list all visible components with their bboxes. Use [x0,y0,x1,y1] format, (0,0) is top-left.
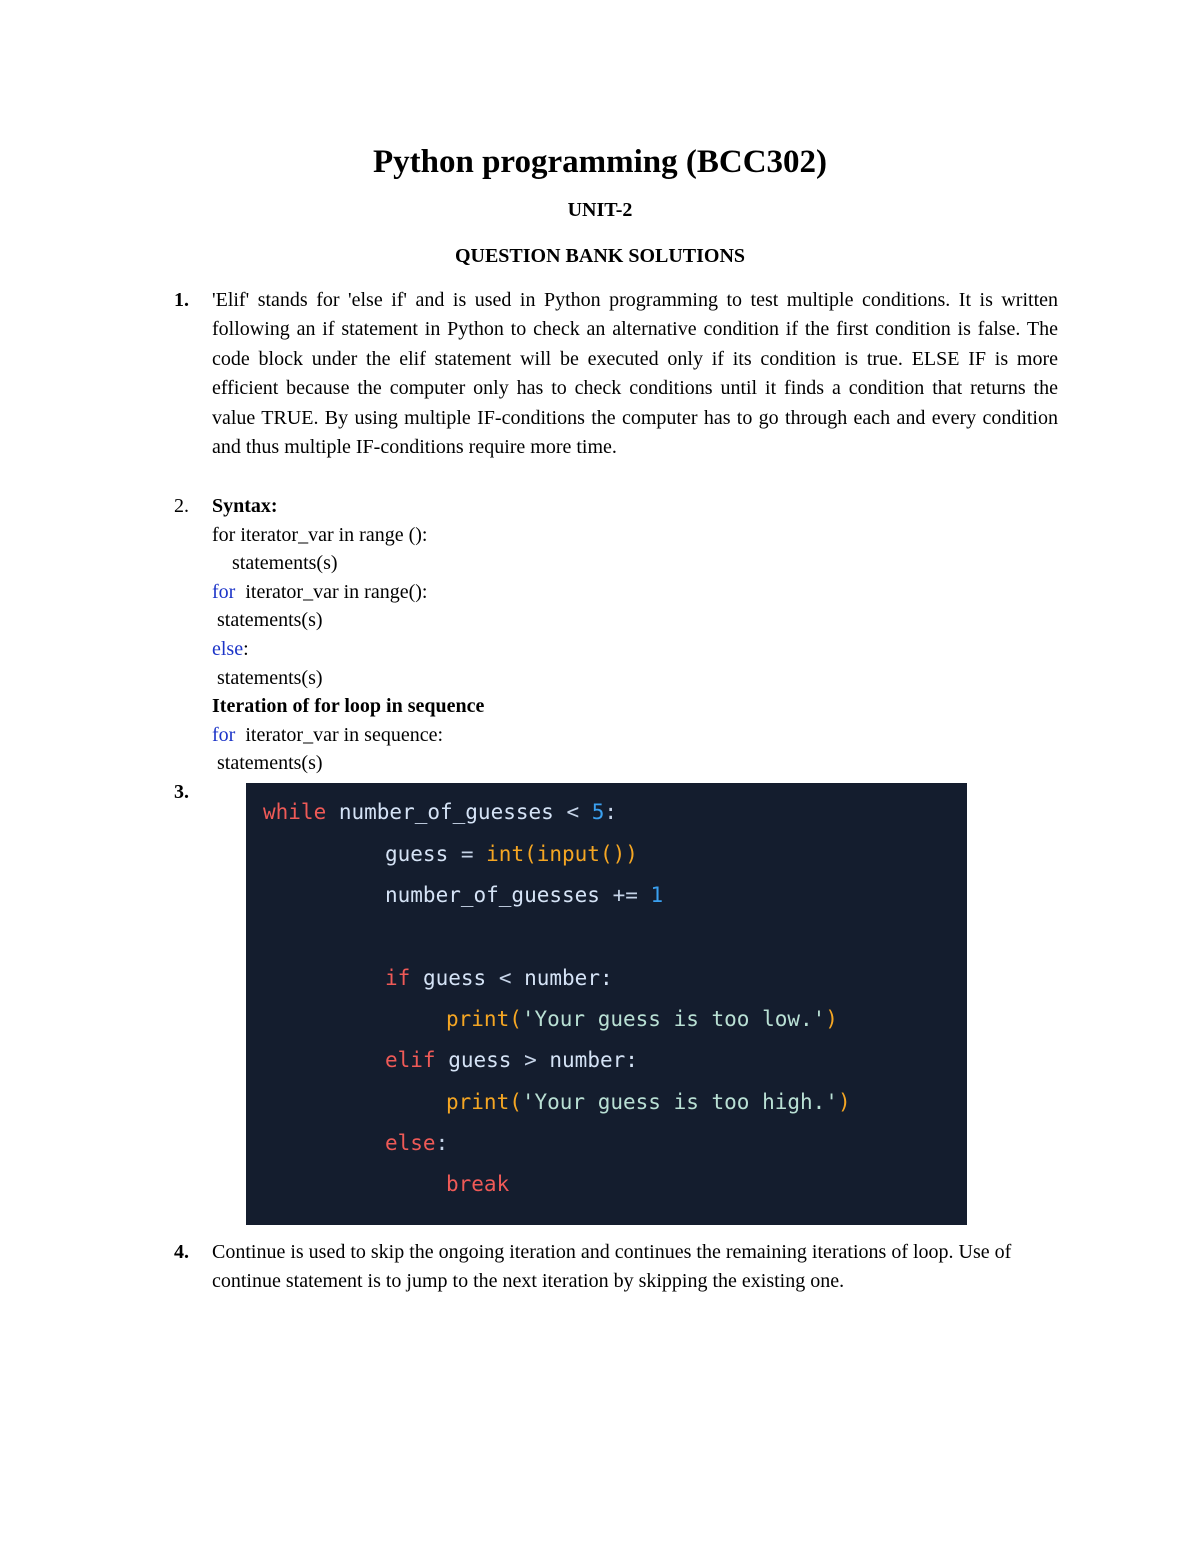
keyword: for [212,580,236,603]
document-title: Python programming (BCC302) [372,144,828,180]
code-line: else: [385,1131,449,1155]
question-4-number: 4. [174,1241,189,1263]
iteration-heading: Iteration of for loop in sequence [212,695,485,718]
code-line: guess = int(input()) [385,842,638,866]
syntax-line: else: [212,637,249,660]
syntax-line: for iterator_var in sequence: [212,723,444,746]
code-line: elif guess > number: [385,1048,638,1072]
question-3-number: 3. [174,781,189,803]
question-1-answer: 'Elif' stands for 'else if' and is used in Python programming to test multiple conditions. It is written following an if statement in Python to check an alternative condition if the first condition is false. The code block under the elif statement will be executed only if its condition is true. ELSE IF is more efficient because the computer only has to check conditions until it finds a condition that returns the value TRUE. By using multiple IF-conditions the computer has to go through each and every condition and thus multiple IF-conditions require more time. [212,289,1058,459]
syntax-line: statements(s) [212,609,323,632]
code-line: print('Your guess is too low.') [446,1007,838,1031]
code-line: if guess < number: [385,966,613,990]
syntax-line: statements(s) [212,552,338,575]
code-line: number_of_guesses += 1 [385,883,664,907]
code-snippet [246,783,967,1225]
code-line: break [446,1172,510,1196]
syntax-line: for iterator_var in range (): [212,523,428,546]
question-1-number: 1. [174,289,189,311]
syntax-line: statements(s) [212,666,323,689]
unit-label: UNIT-2 [567,199,633,221]
code-line: print('Your guess is too high.') [446,1090,851,1114]
syntax-line: statements(s) [212,752,323,775]
code-line: while number_of_guesses < 5: [263,800,618,824]
keyword: else [212,637,244,660]
syntax-heading: Syntax: [212,495,278,517]
question-2-answer [212,492,484,778]
keyword: for [212,723,236,746]
question-2-number: 2. [174,495,189,517]
syntax-line: for iterator_var in range(): [212,580,428,603]
question-4-answer: Continue is used to skip the ongoing iteration and continues the remaining iterations of loop. Use of continue statement is to jump to the next iteration by skipping the existing one. [212,1241,1012,1293]
section-subtitle: QUESTION BANK SOLUTIONS [454,245,746,267]
